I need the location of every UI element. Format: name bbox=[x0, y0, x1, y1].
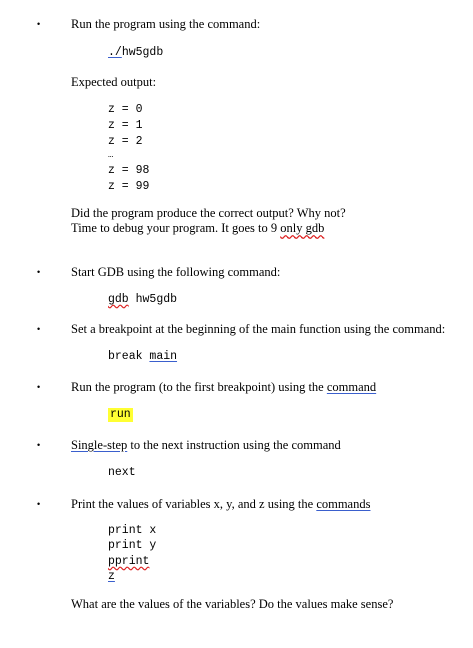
instruction-text: Run the program using the command: bbox=[71, 17, 261, 31]
instruction-text-part: Run the program (to the first breakpoint) using the bbox=[71, 380, 327, 394]
question-text: What are the values of the variables? Do the values make sense? bbox=[71, 597, 394, 611]
command-print-y: print y bbox=[108, 539, 157, 552]
command-line bbox=[108, 351, 177, 363]
command-line bbox=[108, 47, 163, 59]
command-name: hw5gdb bbox=[121, 46, 164, 59]
output-line: z = 99 bbox=[108, 180, 150, 193]
bullet: • bbox=[37, 440, 41, 450]
bullet: • bbox=[37, 19, 41, 29]
output-line: z = 1 bbox=[108, 119, 143, 132]
expected-output-label: Expected output: bbox=[71, 75, 157, 89]
instruction-text bbox=[71, 381, 376, 394]
debug-note bbox=[71, 222, 324, 235]
command-main: main bbox=[149, 350, 178, 363]
command-prefix: ./ bbox=[108, 46, 122, 59]
bullet: • bbox=[37, 382, 41, 392]
bullet: • bbox=[37, 499, 41, 509]
output-ellipsis: … bbox=[108, 150, 114, 160]
command-pprint: pprint bbox=[108, 555, 150, 568]
instruction-text-part: to the next instruction using the command bbox=[127, 438, 341, 452]
instruction-text-underlined: command bbox=[326, 380, 377, 394]
instruction-text bbox=[71, 498, 370, 511]
instruction-text bbox=[71, 439, 341, 452]
command-next: next bbox=[108, 466, 136, 479]
instruction-text: Set a breakpoint at the beginning of the main function using the command: bbox=[71, 322, 446, 336]
command-break: break bbox=[108, 350, 150, 363]
debug-note-text: Time to debug your program. It goes to 9 bbox=[71, 221, 281, 235]
spelling-flagged-text: only gdb bbox=[280, 221, 325, 235]
question-text: Did the program produce the correct output? Why not? bbox=[71, 206, 346, 220]
instruction-text-underlined: Single-step bbox=[71, 438, 128, 452]
bullet: • bbox=[37, 324, 41, 334]
command-z: z bbox=[108, 570, 115, 583]
output-line: z = 98 bbox=[108, 164, 150, 177]
command-print-x: print x bbox=[108, 524, 157, 537]
output-line: z = 0 bbox=[108, 103, 143, 116]
output-line: z = 2 bbox=[108, 135, 143, 148]
bullet: • bbox=[37, 267, 41, 277]
command-line bbox=[108, 294, 177, 306]
command-run-highlighted: run bbox=[110, 408, 131, 421]
instruction-text-part: Print the values of variables x, y, and z using the bbox=[71, 497, 317, 511]
instruction-text-underlined: commands bbox=[316, 497, 371, 511]
command-gdb: gdb bbox=[108, 293, 129, 306]
instruction-text: Start GDB using the following command: bbox=[71, 265, 281, 279]
command-arg: hw5gdb bbox=[128, 293, 178, 306]
